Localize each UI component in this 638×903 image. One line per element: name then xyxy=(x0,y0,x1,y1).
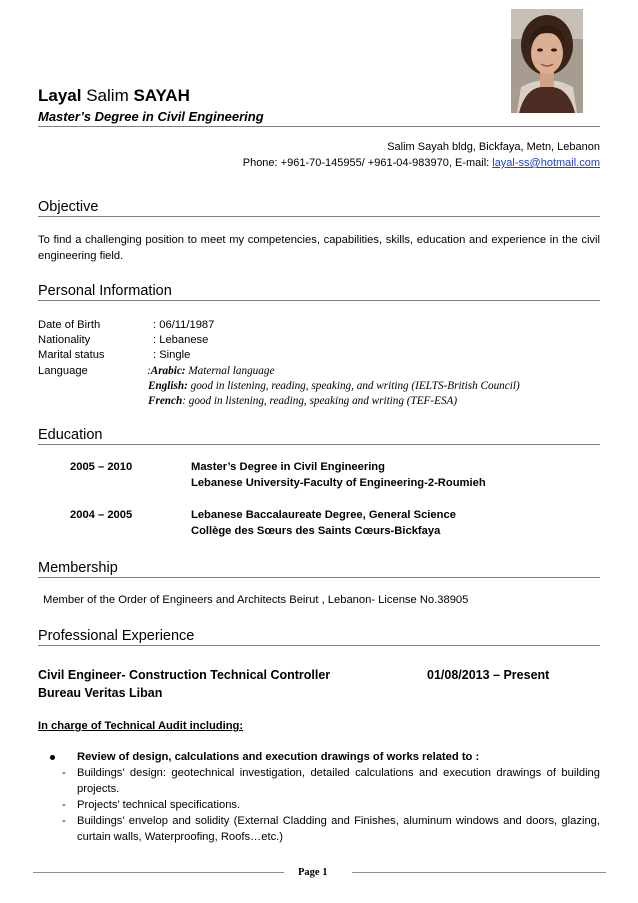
language-english xyxy=(148,379,520,394)
bullet-icon xyxy=(50,755,55,760)
edu-degree-2: Lebanese Baccalaureate Degree, General Science xyxy=(191,509,456,521)
membership-divider xyxy=(38,577,600,578)
degree-subtitle: Master’s Degree in Civil Engineering xyxy=(38,109,264,124)
address: Salim Sayah bldg, Bickfaya, Metn, Lebanon xyxy=(387,141,600,153)
language-label: Language xyxy=(38,365,88,377)
objective-heading: Objective xyxy=(38,199,99,215)
experience-item: Buildings’ envelop and solidity (External Cladding and Finishes, aluminum windows and doors, glazing, curtain walls, Waterproofing, Roofs…etc.) xyxy=(77,815,600,843)
page-number: Page 1 xyxy=(298,867,328,878)
personal-info-heading: Personal Information xyxy=(38,283,172,299)
middle-name: Salim xyxy=(86,86,129,105)
email-link[interactable]: layal-ss@hotmail.com xyxy=(492,157,600,169)
header-divider xyxy=(38,126,600,127)
language-french xyxy=(148,394,457,409)
nationality-label: Nationality xyxy=(38,334,91,346)
language-name-english: English: xyxy=(148,380,188,392)
job-title: Civil Engineer- Construction Technical Controller xyxy=(38,668,331,682)
marital-label: Marital status xyxy=(38,349,105,361)
review-bullet: Review of design, calculations and execution drawings of works related to : xyxy=(77,751,480,763)
language-arabic xyxy=(147,364,274,379)
education-divider xyxy=(38,444,600,445)
dash-icon: - xyxy=(62,767,66,779)
footer-divider-left xyxy=(33,872,284,873)
edu-degree-1: Master’s Degree in Civil Engineering xyxy=(191,461,385,473)
language-detail-arabic: Maternal language xyxy=(185,365,275,377)
education-heading: Education xyxy=(38,427,103,443)
language-name-arabic: Arabic: xyxy=(150,365,186,377)
edu-school-2: Collège des Sœurs des Saints Cœurs-Bickfaya xyxy=(191,525,441,537)
nationality-value: : Lebanese xyxy=(153,334,209,346)
membership-heading: Membership xyxy=(38,560,118,576)
job-dates: 01/08/2013 – Present xyxy=(427,668,550,682)
company-name: Bureau Veritas Liban xyxy=(38,686,163,700)
objective-text: To find a challenging position to meet my competencies, capabilities, skills, education and experience in the civil engineering field. xyxy=(38,234,600,262)
membership-text: Member of the Order of Engineers and Architects Beirut , Lebanon- License No.38905 xyxy=(43,594,469,606)
experience-item: Projects’ technical specifications. xyxy=(77,799,241,811)
language-detail-french: : good in listening, reading, speaking and writing (TEF-ESA) xyxy=(182,395,458,407)
objective-divider xyxy=(38,216,600,217)
language-name-french: French xyxy=(148,395,183,407)
experience-heading: Professional Experience xyxy=(38,628,195,644)
first-name: Layal xyxy=(38,86,82,105)
edu-years-1: 2005 – 2010 xyxy=(70,461,133,473)
dash-icon: - xyxy=(62,799,66,811)
marital-value: : Single xyxy=(153,349,191,361)
footer-divider-right xyxy=(352,872,606,873)
charge-heading: In charge of Technical Audit including: xyxy=(38,720,244,732)
contact-line xyxy=(243,156,600,170)
profile-photo xyxy=(511,9,583,113)
applicant-name xyxy=(38,85,190,107)
dob-label: Date of Birth xyxy=(38,319,101,331)
edu-years-2: 2004 – 2005 xyxy=(70,509,133,521)
language-detail-english: good in listening, reading, speaking, and writing (IELTS-British Council) xyxy=(187,380,520,392)
experience-divider xyxy=(38,645,600,646)
edu-school-1: Lebanese University-Faculty of Engineering-2-Roumieh xyxy=(191,477,486,489)
language-prefix: : xyxy=(147,365,151,377)
last-name: SAYAH xyxy=(133,86,190,105)
dob-value: : 06/11/1987 xyxy=(153,319,215,331)
personal-info-divider xyxy=(38,300,600,301)
experience-item: Buildings’ design: geotechnical investigation, detailed calculations and execution drawings of building projects. xyxy=(77,767,600,795)
dash-icon: - xyxy=(62,815,66,827)
phone-text: Phone: +961-70-145955/ +961-04-983970, E-mail: xyxy=(242,157,493,169)
